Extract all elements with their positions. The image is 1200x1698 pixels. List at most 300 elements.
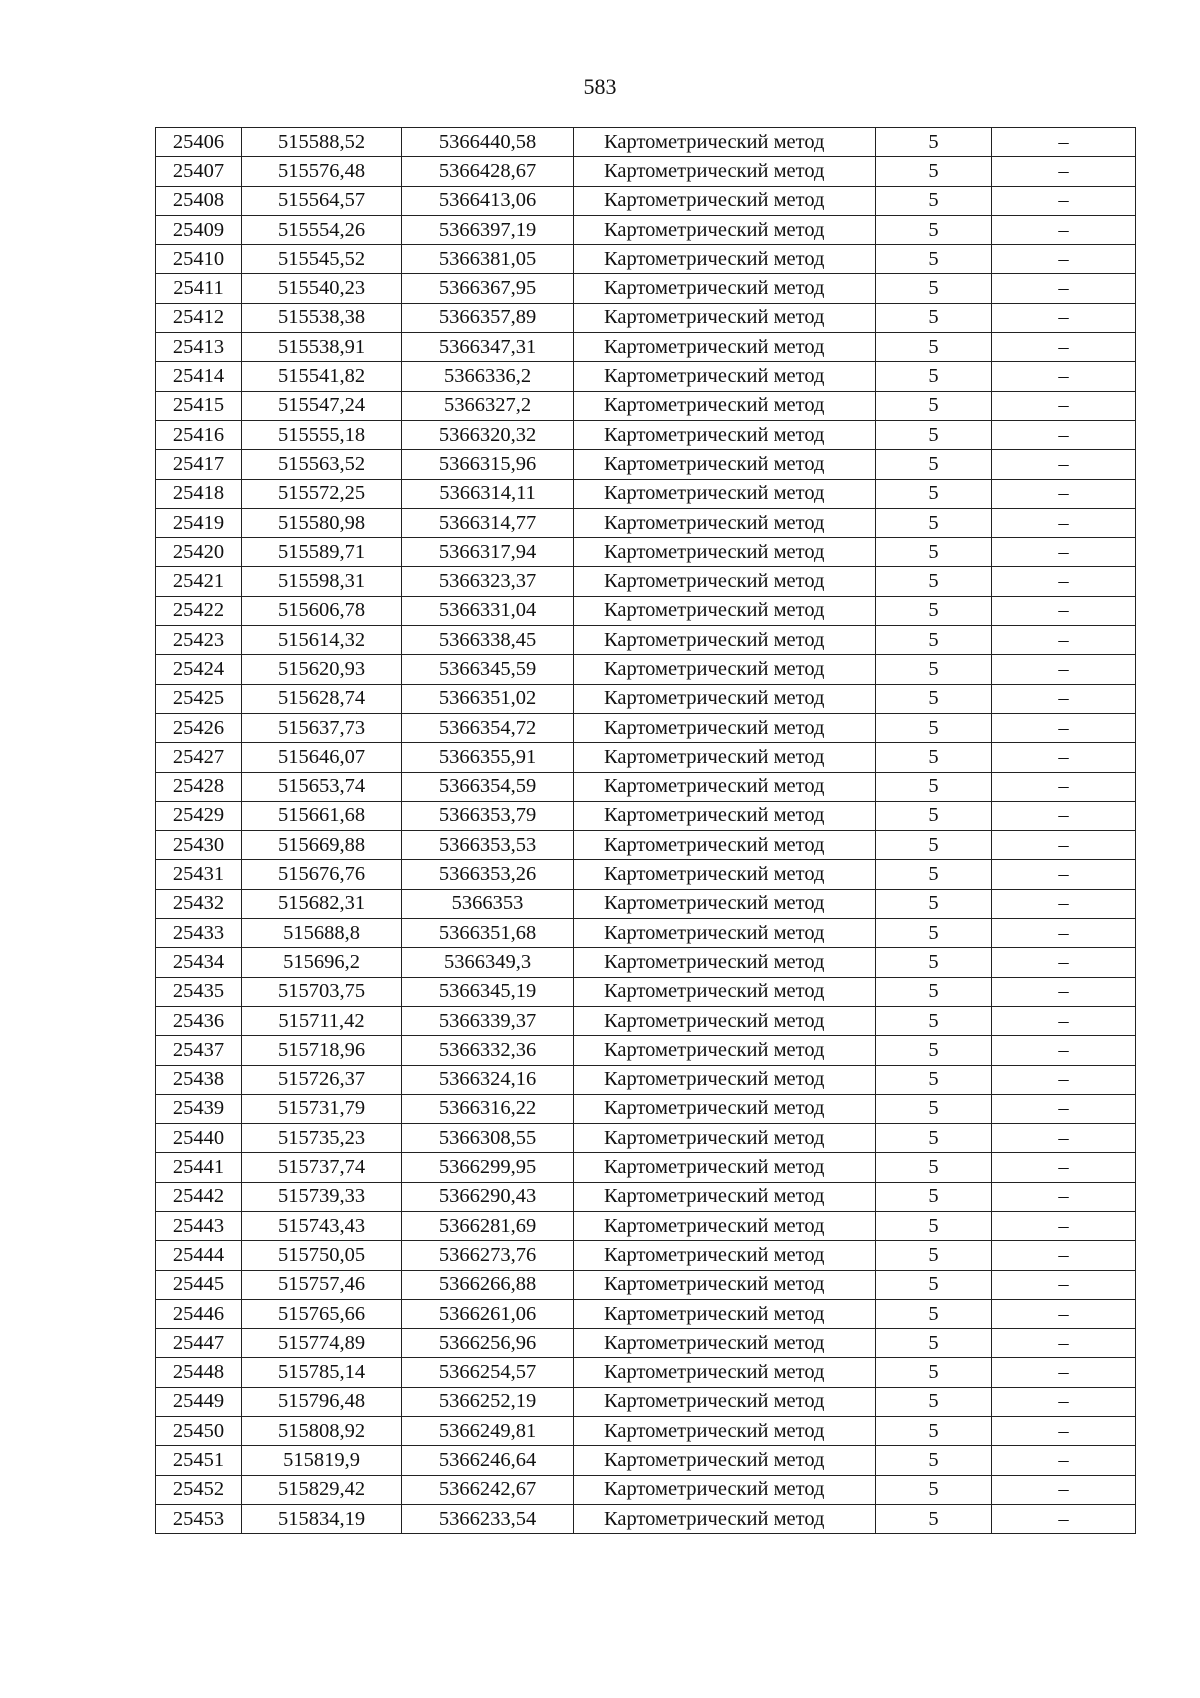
note-cell: –	[992, 713, 1136, 742]
y-coordinate-cell: 5366261,06	[402, 1299, 574, 1328]
method-cell: Картометрический метод	[574, 186, 876, 215]
table-row	[156, 1094, 1136, 1123]
table-row	[156, 684, 1136, 713]
note-cell: –	[992, 274, 1136, 303]
table-row	[156, 596, 1136, 625]
y-coordinate-cell: 5366254,57	[402, 1358, 574, 1387]
y-coordinate-cell: 5366299,95	[402, 1153, 574, 1182]
x-coordinate-cell: 515576,48	[242, 157, 402, 186]
accuracy-cell: 5	[876, 1358, 992, 1387]
method-cell: Картометрический метод	[574, 1270, 876, 1299]
point-number-cell: 25418	[156, 479, 242, 508]
accuracy-cell: 5	[876, 1182, 992, 1211]
accuracy-cell: 5	[876, 977, 992, 1006]
method-cell: Картометрический метод	[574, 128, 876, 157]
x-coordinate-cell: 515682,31	[242, 889, 402, 918]
point-number-cell: 25417	[156, 450, 242, 479]
y-coordinate-cell: 5366317,94	[402, 538, 574, 567]
accuracy-cell: 5	[876, 626, 992, 655]
table-row	[156, 743, 1136, 772]
y-coordinate-cell: 5366249,81	[402, 1417, 574, 1446]
point-number-cell: 25425	[156, 684, 242, 713]
y-coordinate-cell: 5366242,67	[402, 1475, 574, 1504]
point-number-cell: 25437	[156, 1036, 242, 1065]
accuracy-cell: 5	[876, 1241, 992, 1270]
accuracy-cell: 5	[876, 1124, 992, 1153]
note-cell: –	[992, 919, 1136, 948]
y-coordinate-cell: 5366354,72	[402, 713, 574, 742]
table-row	[156, 508, 1136, 537]
table-row	[156, 919, 1136, 948]
table-row	[156, 1153, 1136, 1182]
x-coordinate-cell: 515731,79	[242, 1094, 402, 1123]
accuracy-cell: 5	[876, 1387, 992, 1416]
y-coordinate-cell: 5366345,19	[402, 977, 574, 1006]
point-number-cell: 25439	[156, 1094, 242, 1123]
point-number-cell: 25446	[156, 1299, 242, 1328]
y-coordinate-cell: 5366413,06	[402, 186, 574, 215]
note-cell: –	[992, 420, 1136, 449]
x-coordinate-cell: 515726,37	[242, 1065, 402, 1094]
table-row	[156, 479, 1136, 508]
table-row	[156, 567, 1136, 596]
method-cell: Картометрический метод	[574, 245, 876, 274]
table-row	[156, 391, 1136, 420]
x-coordinate-cell: 515555,18	[242, 420, 402, 449]
method-cell: Картометрический метод	[574, 1241, 876, 1270]
y-coordinate-cell: 5366233,54	[402, 1504, 574, 1533]
method-cell: Картометрический метод	[574, 713, 876, 742]
accuracy-cell: 5	[876, 1094, 992, 1123]
point-number-cell: 25414	[156, 362, 242, 391]
note-cell: –	[992, 801, 1136, 830]
y-coordinate-cell: 5366290,43	[402, 1182, 574, 1211]
point-number-cell: 25408	[156, 186, 242, 215]
table-row	[156, 1124, 1136, 1153]
y-coordinate-cell: 5366338,45	[402, 626, 574, 655]
method-cell: Картометрический метод	[574, 157, 876, 186]
point-number-cell: 25427	[156, 743, 242, 772]
point-number-cell: 25419	[156, 508, 242, 537]
method-cell: Картометрический метод	[574, 596, 876, 625]
y-coordinate-cell: 5366345,59	[402, 655, 574, 684]
accuracy-cell: 5	[876, 1006, 992, 1035]
point-number-cell: 25416	[156, 420, 242, 449]
method-cell: Картометрический метод	[574, 743, 876, 772]
method-cell: Картометрический метод	[574, 1094, 876, 1123]
note-cell: –	[992, 186, 1136, 215]
point-number-cell: 25409	[156, 215, 242, 244]
x-coordinate-cell: 515563,52	[242, 450, 402, 479]
table-row	[156, 1475, 1136, 1504]
accuracy-cell: 5	[876, 655, 992, 684]
y-coordinate-cell: 5366266,88	[402, 1270, 574, 1299]
method-cell: Картометрический метод	[574, 655, 876, 684]
method-cell: Картометрический метод	[574, 479, 876, 508]
table-row	[156, 1036, 1136, 1065]
accuracy-cell: 5	[876, 1036, 992, 1065]
note-cell: –	[992, 508, 1136, 537]
note-cell: –	[992, 1153, 1136, 1182]
table-row	[156, 977, 1136, 1006]
note-cell: –	[992, 1006, 1136, 1035]
method-cell: Картометрический метод	[574, 1504, 876, 1533]
x-coordinate-cell: 515572,25	[242, 479, 402, 508]
method-cell: Картометрический метод	[574, 831, 876, 860]
note-cell: –	[992, 391, 1136, 420]
point-number-cell: 25431	[156, 860, 242, 889]
x-coordinate-cell: 515614,32	[242, 626, 402, 655]
method-cell: Картометрический метод	[574, 977, 876, 1006]
x-coordinate-cell: 515661,68	[242, 801, 402, 830]
point-number-cell: 25450	[156, 1417, 242, 1446]
note-cell: –	[992, 948, 1136, 977]
method-cell: Картометрический метод	[574, 538, 876, 567]
note-cell: –	[992, 538, 1136, 567]
accuracy-cell: 5	[876, 157, 992, 186]
point-number-cell: 25451	[156, 1446, 242, 1475]
note-cell: –	[992, 626, 1136, 655]
method-cell: Картометрический метод	[574, 274, 876, 303]
point-number-cell: 25413	[156, 333, 242, 362]
table-row	[156, 801, 1136, 830]
x-coordinate-cell: 515653,74	[242, 772, 402, 801]
accuracy-cell: 5	[876, 362, 992, 391]
note-cell: –	[992, 303, 1136, 332]
accuracy-cell: 5	[876, 1299, 992, 1328]
accuracy-cell: 5	[876, 567, 992, 596]
accuracy-cell: 5	[876, 1504, 992, 1533]
point-number-cell: 25432	[156, 889, 242, 918]
accuracy-cell: 5	[876, 948, 992, 977]
point-number-cell: 25447	[156, 1329, 242, 1358]
point-number-cell: 25449	[156, 1387, 242, 1416]
x-coordinate-cell: 515628,74	[242, 684, 402, 713]
note-cell: –	[992, 1065, 1136, 1094]
table-row	[156, 303, 1136, 332]
y-coordinate-cell: 5366367,95	[402, 274, 574, 303]
method-cell: Картометрический метод	[574, 1182, 876, 1211]
x-coordinate-cell: 515541,82	[242, 362, 402, 391]
table-body	[156, 128, 1136, 1534]
note-cell: –	[992, 1124, 1136, 1153]
table-row	[156, 655, 1136, 684]
accuracy-cell: 5	[876, 743, 992, 772]
method-cell: Картометрический метод	[574, 1387, 876, 1416]
x-coordinate-cell: 515750,05	[242, 1241, 402, 1270]
point-number-cell: 25438	[156, 1065, 242, 1094]
y-coordinate-cell: 5366349,3	[402, 948, 574, 977]
table-row	[156, 1211, 1136, 1240]
point-number-cell: 25430	[156, 831, 242, 860]
point-number-cell: 25453	[156, 1504, 242, 1533]
table-row	[156, 186, 1136, 215]
x-coordinate-cell: 515711,42	[242, 1006, 402, 1035]
method-cell: Картометрический метод	[574, 215, 876, 244]
method-cell: Картометрический метод	[574, 1036, 876, 1065]
accuracy-cell: 5	[876, 919, 992, 948]
y-coordinate-cell: 5366353	[402, 889, 574, 918]
y-coordinate-cell: 5366381,05	[402, 245, 574, 274]
table-row	[156, 860, 1136, 889]
note-cell: –	[992, 245, 1136, 274]
note-cell: –	[992, 1446, 1136, 1475]
y-coordinate-cell: 5366354,59	[402, 772, 574, 801]
note-cell: –	[992, 1417, 1136, 1446]
method-cell: Картометрический метод	[574, 1153, 876, 1182]
point-number-cell: 25410	[156, 245, 242, 274]
y-coordinate-cell: 5366353,79	[402, 801, 574, 830]
note-cell: –	[992, 831, 1136, 860]
method-cell: Картометрический метод	[574, 508, 876, 537]
method-cell: Картометрический метод	[574, 303, 876, 332]
x-coordinate-cell: 515637,73	[242, 713, 402, 742]
point-number-cell: 25422	[156, 596, 242, 625]
x-coordinate-cell: 515834,19	[242, 1504, 402, 1533]
y-coordinate-cell: 5366440,58	[402, 128, 574, 157]
table-row	[156, 274, 1136, 303]
accuracy-cell: 5	[876, 713, 992, 742]
table-row	[156, 245, 1136, 274]
accuracy-cell: 5	[876, 391, 992, 420]
note-cell: –	[992, 596, 1136, 625]
point-number-cell: 25411	[156, 274, 242, 303]
accuracy-cell: 5	[876, 596, 992, 625]
method-cell: Картометрический метод	[574, 772, 876, 801]
note-cell: –	[992, 128, 1136, 157]
y-coordinate-cell: 5366353,26	[402, 860, 574, 889]
point-number-cell: 25445	[156, 1270, 242, 1299]
note-cell: –	[992, 977, 1136, 1006]
y-coordinate-cell: 5366281,69	[402, 1211, 574, 1240]
y-coordinate-cell: 5366351,68	[402, 919, 574, 948]
table-row	[156, 889, 1136, 918]
x-coordinate-cell: 515620,93	[242, 655, 402, 684]
table-row	[156, 333, 1136, 362]
note-cell: –	[992, 157, 1136, 186]
x-coordinate-cell: 515796,48	[242, 1387, 402, 1416]
method-cell: Картометрический метод	[574, 626, 876, 655]
point-number-cell: 25406	[156, 128, 242, 157]
y-coordinate-cell: 5366314,11	[402, 479, 574, 508]
point-number-cell: 25412	[156, 303, 242, 332]
table-row	[156, 538, 1136, 567]
accuracy-cell: 5	[876, 333, 992, 362]
table-row	[156, 362, 1136, 391]
method-cell: Картометрический метод	[574, 889, 876, 918]
note-cell: –	[992, 362, 1136, 391]
note-cell: –	[992, 1182, 1136, 1211]
point-number-cell: 25428	[156, 772, 242, 801]
accuracy-cell: 5	[876, 1417, 992, 1446]
point-number-cell: 25444	[156, 1241, 242, 1270]
x-coordinate-cell: 515739,33	[242, 1182, 402, 1211]
point-number-cell: 25426	[156, 713, 242, 742]
y-coordinate-cell: 5366323,37	[402, 567, 574, 596]
table-row	[156, 626, 1136, 655]
point-number-cell: 25424	[156, 655, 242, 684]
table-row	[156, 772, 1136, 801]
accuracy-cell: 5	[876, 1153, 992, 1182]
x-coordinate-cell: 515538,38	[242, 303, 402, 332]
note-cell: –	[992, 1094, 1136, 1123]
note-cell: –	[992, 889, 1136, 918]
accuracy-cell: 5	[876, 128, 992, 157]
note-cell: –	[992, 567, 1136, 596]
table-row	[156, 1241, 1136, 1270]
method-cell: Картометрический метод	[574, 1417, 876, 1446]
method-cell: Картометрический метод	[574, 948, 876, 977]
note-cell: –	[992, 333, 1136, 362]
y-coordinate-cell: 5366351,02	[402, 684, 574, 713]
accuracy-cell: 5	[876, 1446, 992, 1475]
x-coordinate-cell: 515588,52	[242, 128, 402, 157]
y-coordinate-cell: 5366320,32	[402, 420, 574, 449]
note-cell: –	[992, 655, 1136, 684]
x-coordinate-cell: 515774,89	[242, 1329, 402, 1358]
table-row	[156, 1417, 1136, 1446]
method-cell: Картометрический метод	[574, 860, 876, 889]
x-coordinate-cell: 515606,78	[242, 596, 402, 625]
note-cell: –	[992, 1358, 1136, 1387]
x-coordinate-cell: 515829,42	[242, 1475, 402, 1504]
table-row	[156, 1006, 1136, 1035]
note-cell: –	[992, 1036, 1136, 1065]
x-coordinate-cell: 515819,9	[242, 1446, 402, 1475]
page-number: 583	[583, 74, 617, 99]
x-coordinate-cell: 515743,43	[242, 1211, 402, 1240]
accuracy-cell: 5	[876, 215, 992, 244]
accuracy-cell: 5	[876, 1211, 992, 1240]
table-row	[156, 1387, 1136, 1416]
point-number-cell: 25443	[156, 1211, 242, 1240]
x-coordinate-cell: 515808,92	[242, 1417, 402, 1446]
table-row	[156, 1065, 1136, 1094]
accuracy-cell: 5	[876, 538, 992, 567]
method-cell: Картометрический метод	[574, 362, 876, 391]
y-coordinate-cell: 5366397,19	[402, 215, 574, 244]
note-cell: –	[992, 1387, 1136, 1416]
table-row	[156, 713, 1136, 742]
point-number-cell: 25423	[156, 626, 242, 655]
accuracy-cell: 5	[876, 479, 992, 508]
note-cell: –	[992, 215, 1136, 244]
y-coordinate-cell: 5366331,04	[402, 596, 574, 625]
accuracy-cell: 5	[876, 860, 992, 889]
table-row	[156, 1329, 1136, 1358]
table-row	[156, 1504, 1136, 1533]
note-cell: –	[992, 1299, 1136, 1328]
y-coordinate-cell: 5366316,22	[402, 1094, 574, 1123]
note-cell: –	[992, 479, 1136, 508]
point-number-cell: 25433	[156, 919, 242, 948]
x-coordinate-cell: 515688,8	[242, 919, 402, 948]
y-coordinate-cell: 5366332,36	[402, 1036, 574, 1065]
y-coordinate-cell: 5366327,2	[402, 391, 574, 420]
accuracy-cell: 5	[876, 1329, 992, 1358]
x-coordinate-cell: 515785,14	[242, 1358, 402, 1387]
table-row	[156, 128, 1136, 157]
note-cell: –	[992, 1329, 1136, 1358]
note-cell: –	[992, 743, 1136, 772]
x-coordinate-cell: 515676,76	[242, 860, 402, 889]
y-coordinate-cell: 5366428,67	[402, 157, 574, 186]
method-cell: Картометрический метод	[574, 1006, 876, 1035]
accuracy-cell: 5	[876, 889, 992, 918]
point-number-cell: 25441	[156, 1153, 242, 1182]
method-cell: Картометрический метод	[574, 1124, 876, 1153]
method-cell: Картометрический метод	[574, 684, 876, 713]
x-coordinate-cell: 515718,96	[242, 1036, 402, 1065]
accuracy-cell: 5	[876, 772, 992, 801]
x-coordinate-cell: 515547,24	[242, 391, 402, 420]
accuracy-cell: 5	[876, 420, 992, 449]
y-coordinate-cell: 5366324,16	[402, 1065, 574, 1094]
point-number-cell: 25452	[156, 1475, 242, 1504]
method-cell: Картометрический метод	[574, 333, 876, 362]
x-coordinate-cell: 515538,91	[242, 333, 402, 362]
x-coordinate-cell: 515669,88	[242, 831, 402, 860]
point-number-cell: 25436	[156, 1006, 242, 1035]
note-cell: –	[992, 772, 1136, 801]
x-coordinate-cell: 515646,07	[242, 743, 402, 772]
method-cell: Картометрический метод	[574, 919, 876, 948]
table-row	[156, 1358, 1136, 1387]
method-cell: Картометрический метод	[574, 1358, 876, 1387]
y-coordinate-cell: 5366273,76	[402, 1241, 574, 1270]
table-row	[156, 215, 1136, 244]
note-cell: –	[992, 684, 1136, 713]
table-row	[156, 420, 1136, 449]
point-number-cell: 25420	[156, 538, 242, 567]
method-cell: Картометрический метод	[574, 1475, 876, 1504]
method-cell: Картометрический метод	[574, 1299, 876, 1328]
x-coordinate-cell: 515598,31	[242, 567, 402, 596]
x-coordinate-cell: 515765,66	[242, 1299, 402, 1328]
accuracy-cell: 5	[876, 1270, 992, 1299]
method-cell: Картометрический метод	[574, 1211, 876, 1240]
y-coordinate-cell: 5366246,64	[402, 1446, 574, 1475]
table-row	[156, 1299, 1136, 1328]
accuracy-cell: 5	[876, 1065, 992, 1094]
y-coordinate-cell: 5366336,2	[402, 362, 574, 391]
x-coordinate-cell: 515735,23	[242, 1124, 402, 1153]
method-cell: Картометрический метод	[574, 567, 876, 596]
method-cell: Картометрический метод	[574, 391, 876, 420]
table-row	[156, 450, 1136, 479]
note-cell: –	[992, 1475, 1136, 1504]
y-coordinate-cell: 5366308,55	[402, 1124, 574, 1153]
method-cell: Картометрический метод	[574, 801, 876, 830]
table-row	[156, 948, 1136, 977]
point-number-cell: 25440	[156, 1124, 242, 1153]
table-row	[156, 1446, 1136, 1475]
table-row	[156, 1270, 1136, 1299]
x-coordinate-cell: 515589,71	[242, 538, 402, 567]
y-coordinate-cell: 5366256,96	[402, 1329, 574, 1358]
y-coordinate-cell: 5366353,53	[402, 831, 574, 860]
table-row	[156, 157, 1136, 186]
y-coordinate-cell: 5366315,96	[402, 450, 574, 479]
point-number-cell: 25407	[156, 157, 242, 186]
x-coordinate-cell: 515540,23	[242, 274, 402, 303]
method-cell: Картометрический метод	[574, 450, 876, 479]
y-coordinate-cell: 5366347,31	[402, 333, 574, 362]
note-cell: –	[992, 1504, 1136, 1533]
point-number-cell: 25434	[156, 948, 242, 977]
note-cell: –	[992, 1270, 1136, 1299]
accuracy-cell: 5	[876, 245, 992, 274]
